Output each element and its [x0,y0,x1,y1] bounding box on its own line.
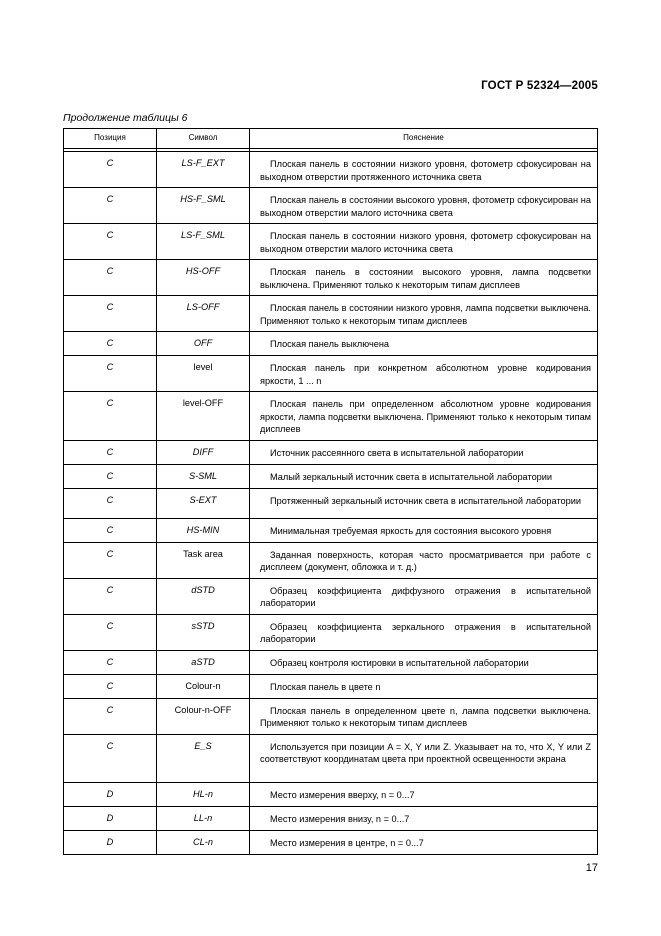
symbol-cell: S-SML [157,464,250,488]
position-cell: C [64,440,157,464]
table-row [64,188,598,224]
symbol-cell: S-EXT [157,488,250,518]
position-cell: C [64,332,157,356]
position-cell: C [64,188,157,224]
symbol-cell: Colour-n-OFF [157,698,250,734]
table-row [64,224,598,260]
table-row [64,830,598,854]
explanation-cell: Плоская панель при конкретном абсолютном уровне кодирования яркости, 1 ... n [250,356,598,392]
explanation-cell: Плоская панель в цвете n [250,674,598,698]
explanation-cell: Плоская панель в состоянии низкого уровня, фотометр сфокусирован на выходном отверстии протяженного источника света [250,152,598,188]
explanation-cell: Плоская панель в состоянии низкого уровня, лампа подсветки выключена. Применяют только к некоторым типам дисплеев [250,296,598,332]
position-cell: C [64,392,157,441]
position-cell: C [64,296,157,332]
explanation-cell: Плоская панель в состоянии низкого уровня, фотометр сфокусирован на выходном отверстии малого источника света [250,224,598,260]
explanation-cell: Минимальная требуемая яркость для состояния высокого уровня [250,518,598,542]
symbol-cell: sSTD [157,614,250,650]
position-cell: C [64,518,157,542]
column-header-position: Позиция [64,129,157,149]
symbol-cell: LL-n [157,806,250,830]
symbol-cell: dSTD [157,578,250,614]
table-row [64,806,598,830]
position-cell: C [64,152,157,188]
symbol-cell: E_S [157,734,250,782]
symbol-cell: CL-n [157,830,250,854]
table-row [64,260,598,296]
position-cell: C [64,488,157,518]
position-cell: C [64,578,157,614]
page-number: 17 [585,862,598,874]
position-cell: D [64,830,157,854]
table-body [64,152,598,855]
symbol-cell: level-OFF [157,392,250,441]
symbol-cell: LS-OFF [157,296,250,332]
symbol-cell: HS-MIN [157,518,250,542]
table-row [64,698,598,734]
position-cell: D [64,782,157,806]
column-header-explanation: Пояснение [250,129,598,149]
explanation-cell: Место измерения в центре, n = 0...7 [250,830,598,854]
table-row [64,518,598,542]
explanation-cell: Плоская панель в состоянии высокого уровня, фотометр сфокусирован на выходном отверстии малого источника света [250,188,598,224]
table-row [64,578,598,614]
position-cell: C [64,650,157,674]
explanation-cell: Место измерения вверху, n = 0...7 [250,782,598,806]
position-cell: C [64,614,157,650]
symbol-cell: aSTD [157,650,250,674]
explanation-cell: Образец контроля юстировки в испытательной лаборатории [250,650,598,674]
position-cell: C [64,464,157,488]
symbol-cell: HS-F_SML [157,188,250,224]
table-row [64,614,598,650]
table-row [64,392,598,441]
explanation-cell: Плоская панель при определенном абсолютном уровне кодирования яркости, лампа подсветки выключена. Применяют только к некоторым типам дисплеев [250,392,598,441]
explanation-cell: Малый зеркальный источник света в испытательной лаборатории [250,464,598,488]
table-row [64,650,598,674]
table-row [64,464,598,488]
table-row [64,296,598,332]
symbol-cell: HL-n [157,782,250,806]
explanation-cell: Источник рассеянного света в испытательной лаборатории [250,440,598,464]
table-row [64,542,598,578]
position-cell: D [64,806,157,830]
symbol-cell: OFF [157,332,250,356]
symbol-cell: Task area [157,542,250,578]
position-cell: C [64,356,157,392]
table-row [64,674,598,698]
explanation-cell: Плоская панель выключена [250,332,598,356]
table-row [64,332,598,356]
explanation-cell: Заданная поверхность, которая часто просматривается при работе с дисплеем (документ, обложка и т. д.) [250,542,598,578]
table-header-row [64,129,598,149]
table-caption: Продолжение таблицы 6 [63,112,188,124]
explanation-cell: Протяженный зеркальный источник света в испытательной лаборатории [250,488,598,518]
symbol-cell: LS-F_SML [157,224,250,260]
table-row [64,782,598,806]
position-cell: C [64,224,157,260]
table-row [64,440,598,464]
table-row [64,152,598,188]
explanation-cell: Место измерения внизу, n = 0...7 [250,806,598,830]
position-cell: C [64,698,157,734]
position-cell: C [64,260,157,296]
standard-designation: ГОСТ Р 52324—2005 [481,80,598,92]
explanation-cell: Образец коэффициента зеркального отражения в испытательной лаборатории [250,614,598,650]
table-row [64,488,598,518]
symbol-cell: level [157,356,250,392]
explanation-cell: Используется при позиции A = X, Y или Z. Указывает на то, что X, Y или Z соответствуют координатам цвета при проектной освещенности экрана [250,734,598,782]
position-cell: C [64,734,157,782]
explanation-cell: Образец коэффициента диффузного отражения в испытательной лаборатории [250,578,598,614]
symbol-cell: LS-F_EXT [157,152,250,188]
position-cell: C [64,674,157,698]
symbol-cell: Colour-n [157,674,250,698]
table-row [64,356,598,392]
symbol-cell: DIFF [157,440,250,464]
explanation-cell: Плоская панель в состоянии высокого уровня, лампа подсветки выключена. Применяют только к некоторым типам дисплеев [250,260,598,296]
symbols-table [63,128,598,855]
explanation-cell: Плоская панель в определенном цвете n, лампа подсветки выключена. Применяют только к некоторым типам дисплеев [250,698,598,734]
symbol-cell: HS-OFF [157,260,250,296]
table-row [64,734,598,782]
position-cell: C [64,542,157,578]
column-header-symbol: Символ [157,129,250,149]
